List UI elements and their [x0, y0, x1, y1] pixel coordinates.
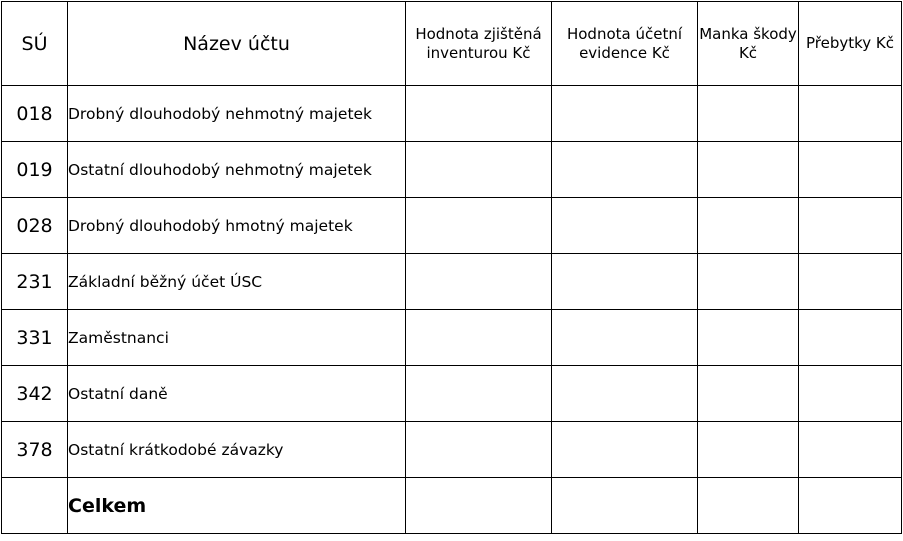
total-shortages[interactable] [698, 478, 799, 534]
cell-value-inventory[interactable] [406, 310, 552, 366]
header-su: SÚ [2, 2, 68, 86]
cell-surpluses[interactable] [799, 198, 902, 254]
cell-surpluses[interactable] [799, 422, 902, 478]
cell-value-inventory[interactable] [406, 366, 552, 422]
table-row [2, 198, 902, 254]
cell-shortages[interactable] [698, 422, 799, 478]
account-name: Drobný dlouhodobý nehmotný majetek [68, 86, 406, 142]
cell-surpluses[interactable] [799, 142, 902, 198]
account-name: Ostatní dlouhodobý nehmotný majetek [68, 142, 406, 198]
header-surpluses: Přebytky Kč [799, 2, 902, 86]
cell-value-inventory[interactable] [406, 86, 552, 142]
table-row [2, 142, 902, 198]
cell-value-inventory[interactable] [406, 142, 552, 198]
header-shortages: Manka škody Kč [698, 2, 799, 86]
table-row [2, 310, 902, 366]
account-number: 018 [2, 86, 68, 142]
total-label: Celkem [68, 478, 406, 534]
total-surpluses[interactable] [799, 478, 902, 534]
table-row [2, 86, 902, 142]
account-number: 231 [2, 254, 68, 310]
total-su-cell [2, 478, 68, 534]
header-account-name: Název účtu [68, 2, 406, 86]
account-name: Zaměstnanci [68, 310, 406, 366]
cell-shortages[interactable] [698, 142, 799, 198]
cell-value-records[interactable] [552, 86, 698, 142]
cell-value-inventory[interactable] [406, 254, 552, 310]
table-row [2, 366, 902, 422]
account-number: 342 [2, 366, 68, 422]
cell-surpluses[interactable] [799, 310, 902, 366]
cell-value-records[interactable] [552, 310, 698, 366]
cell-shortages[interactable] [698, 310, 799, 366]
cell-value-records[interactable] [552, 422, 698, 478]
cell-value-records[interactable] [552, 198, 698, 254]
table-row [2, 422, 902, 478]
header-value-records: Hodnota účetní evidence Kč [552, 2, 698, 86]
cell-value-inventory[interactable] [406, 422, 552, 478]
cell-value-inventory[interactable] [406, 198, 552, 254]
total-row [2, 478, 902, 534]
total-value-records[interactable] [552, 478, 698, 534]
cell-shortages[interactable] [698, 366, 799, 422]
table-row [2, 254, 902, 310]
inventory-table [1, 1, 902, 534]
account-number: 019 [2, 142, 68, 198]
cell-surpluses[interactable] [799, 254, 902, 310]
cell-shortages[interactable] [698, 86, 799, 142]
account-number: 331 [2, 310, 68, 366]
header-row [2, 2, 902, 86]
account-name: Drobný dlouhodobý hmotný majetek [68, 198, 406, 254]
account-number: 378 [2, 422, 68, 478]
account-number: 028 [2, 198, 68, 254]
cell-value-records[interactable] [552, 142, 698, 198]
account-name: Základní běžný účet ÚSC [68, 254, 406, 310]
cell-surpluses[interactable] [799, 366, 902, 422]
account-name: Ostatní daně [68, 366, 406, 422]
cell-value-records[interactable] [552, 366, 698, 422]
header-value-inventory: Hodnota zjištěná inventurou Kč [406, 2, 552, 86]
cell-surpluses[interactable] [799, 86, 902, 142]
total-value-inventory[interactable] [406, 478, 552, 534]
cell-shortages[interactable] [698, 198, 799, 254]
cell-shortages[interactable] [698, 254, 799, 310]
account-name: Ostatní krátkodobé závazky [68, 422, 406, 478]
cell-value-records[interactable] [552, 254, 698, 310]
